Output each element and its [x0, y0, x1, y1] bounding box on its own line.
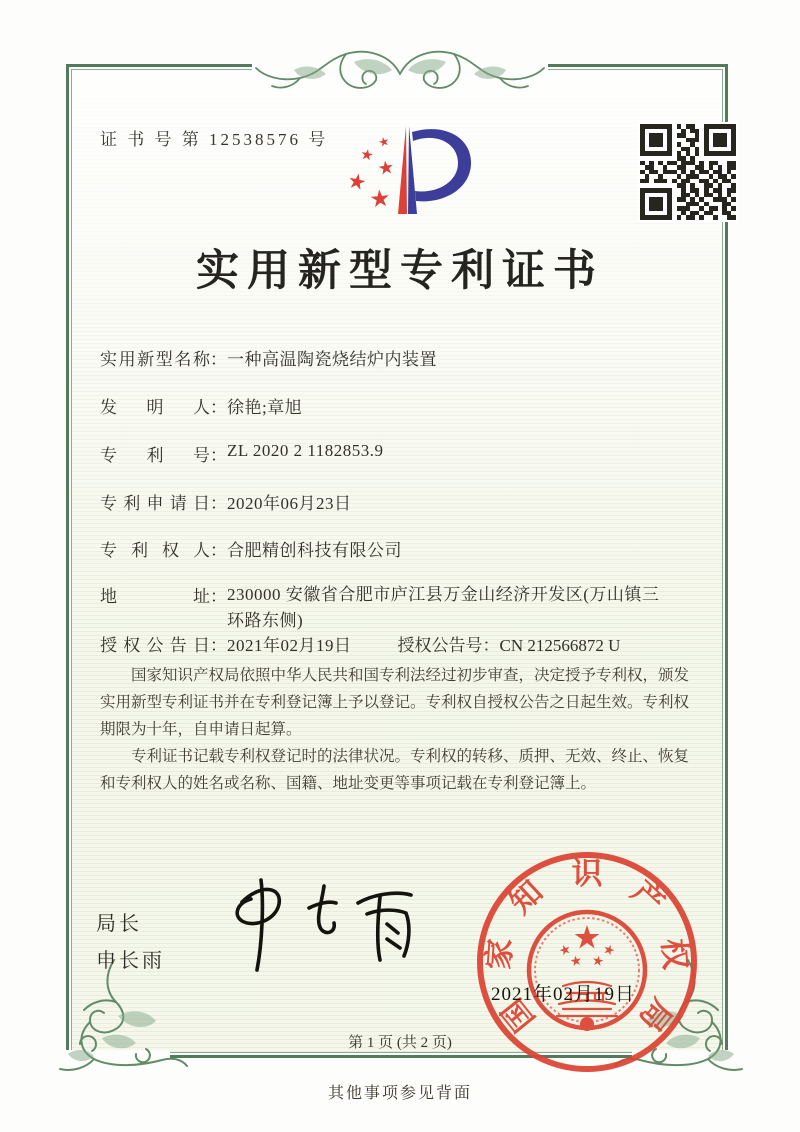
field-label: 实用新型名称	[100, 350, 210, 369]
field-patent-number	[100, 441, 708, 466]
director-name: 申长雨	[96, 950, 165, 972]
field-label: 发明人	[100, 398, 210, 417]
field-utility-model-name	[100, 345, 708, 370]
seal-date: 2021年02月19日	[491, 984, 636, 1005]
seal-char: 知	[502, 873, 550, 921]
field-label: 地址	[100, 587, 210, 606]
field-value: 合肥精创科技有限公司	[227, 541, 402, 560]
field-label: 专利号	[100, 446, 210, 465]
field-colon: ：	[210, 587, 227, 606]
legal-text	[100, 662, 704, 797]
field-application-date	[100, 489, 708, 514]
field-value: 一种高温陶瓷烧结炉内装置	[227, 350, 437, 369]
grant-date: 2021年02月19日	[227, 636, 352, 655]
grant-number-label: 授权公告号	[397, 636, 483, 655]
director-signature-icon	[212, 872, 422, 977]
seal-char: 权	[655, 937, 694, 971]
field-inventor	[100, 393, 708, 418]
qr-code	[638, 122, 738, 222]
field-colon: ：	[210, 494, 227, 513]
grant-number-group	[398, 631, 621, 656]
field-label: 专利申请日	[100, 494, 210, 513]
seal-char: 识	[571, 856, 603, 891]
back-note: 其他事项参见背面	[327, 1085, 472, 1102]
field-value: 徐艳;章旭	[227, 398, 303, 417]
top-floral-ornament-icon	[234, 40, 566, 102]
field-value: ZL 2020 2 1182853.9	[227, 441, 384, 460]
field-value: 2020年06月23日	[227, 494, 352, 513]
field-colon: ：	[210, 350, 227, 369]
certificate-number: 证 书 号 第 12538576 号	[100, 130, 329, 149]
field-grant-row	[100, 631, 708, 656]
seal-char: 产	[624, 873, 672, 921]
field-colon: ：	[210, 398, 227, 417]
field-patentee	[100, 536, 708, 561]
field-colon: ：	[482, 636, 500, 655]
field-address	[100, 582, 708, 634]
cnipa-logo-icon	[336, 108, 486, 233]
field-label: 专利权人	[100, 541, 210, 560]
seal-char: 家	[480, 937, 519, 971]
legal-paragraph-2: 专利证书记载专利权登记时的法律状况。专利权的转移、质押、无效、终止、恢复和专利权人的姓名或名称、国籍、地址变更等事项记载在专利登记簿上。	[100, 748, 690, 792]
grant-number: CN 212566872 U	[499, 636, 621, 655]
director-title: 局长	[96, 913, 142, 935]
field-colon: ：	[210, 446, 227, 465]
seal-char: 国	[494, 991, 542, 1039]
legal-paragraph-1: 国家知识产权局依照中华人民共和国专利法经过初步审查，决定授予专利权，颁发实用新型专利证书并在专利登记簿上予以登记。专利权自授权公告之日起生效。专利权期限为十年，自申请日起算。	[100, 667, 690, 738]
cnipa-round-seal-icon	[475, 850, 699, 1074]
certificate-title: 实用新型专利证书	[196, 248, 604, 295]
field-label: 授权公告日	[100, 636, 210, 655]
seal-char: 局	[632, 991, 680, 1039]
page-number: 第 1 页 (共 2 页)	[348, 1035, 452, 1051]
field-colon: ：	[210, 541, 227, 560]
field-value: 230000 安徽省合肥市庐江县万金山经济开发区(万山镇三环路东侧)	[227, 585, 660, 630]
field-colon: ：	[210, 636, 227, 655]
director-block	[96, 906, 165, 980]
